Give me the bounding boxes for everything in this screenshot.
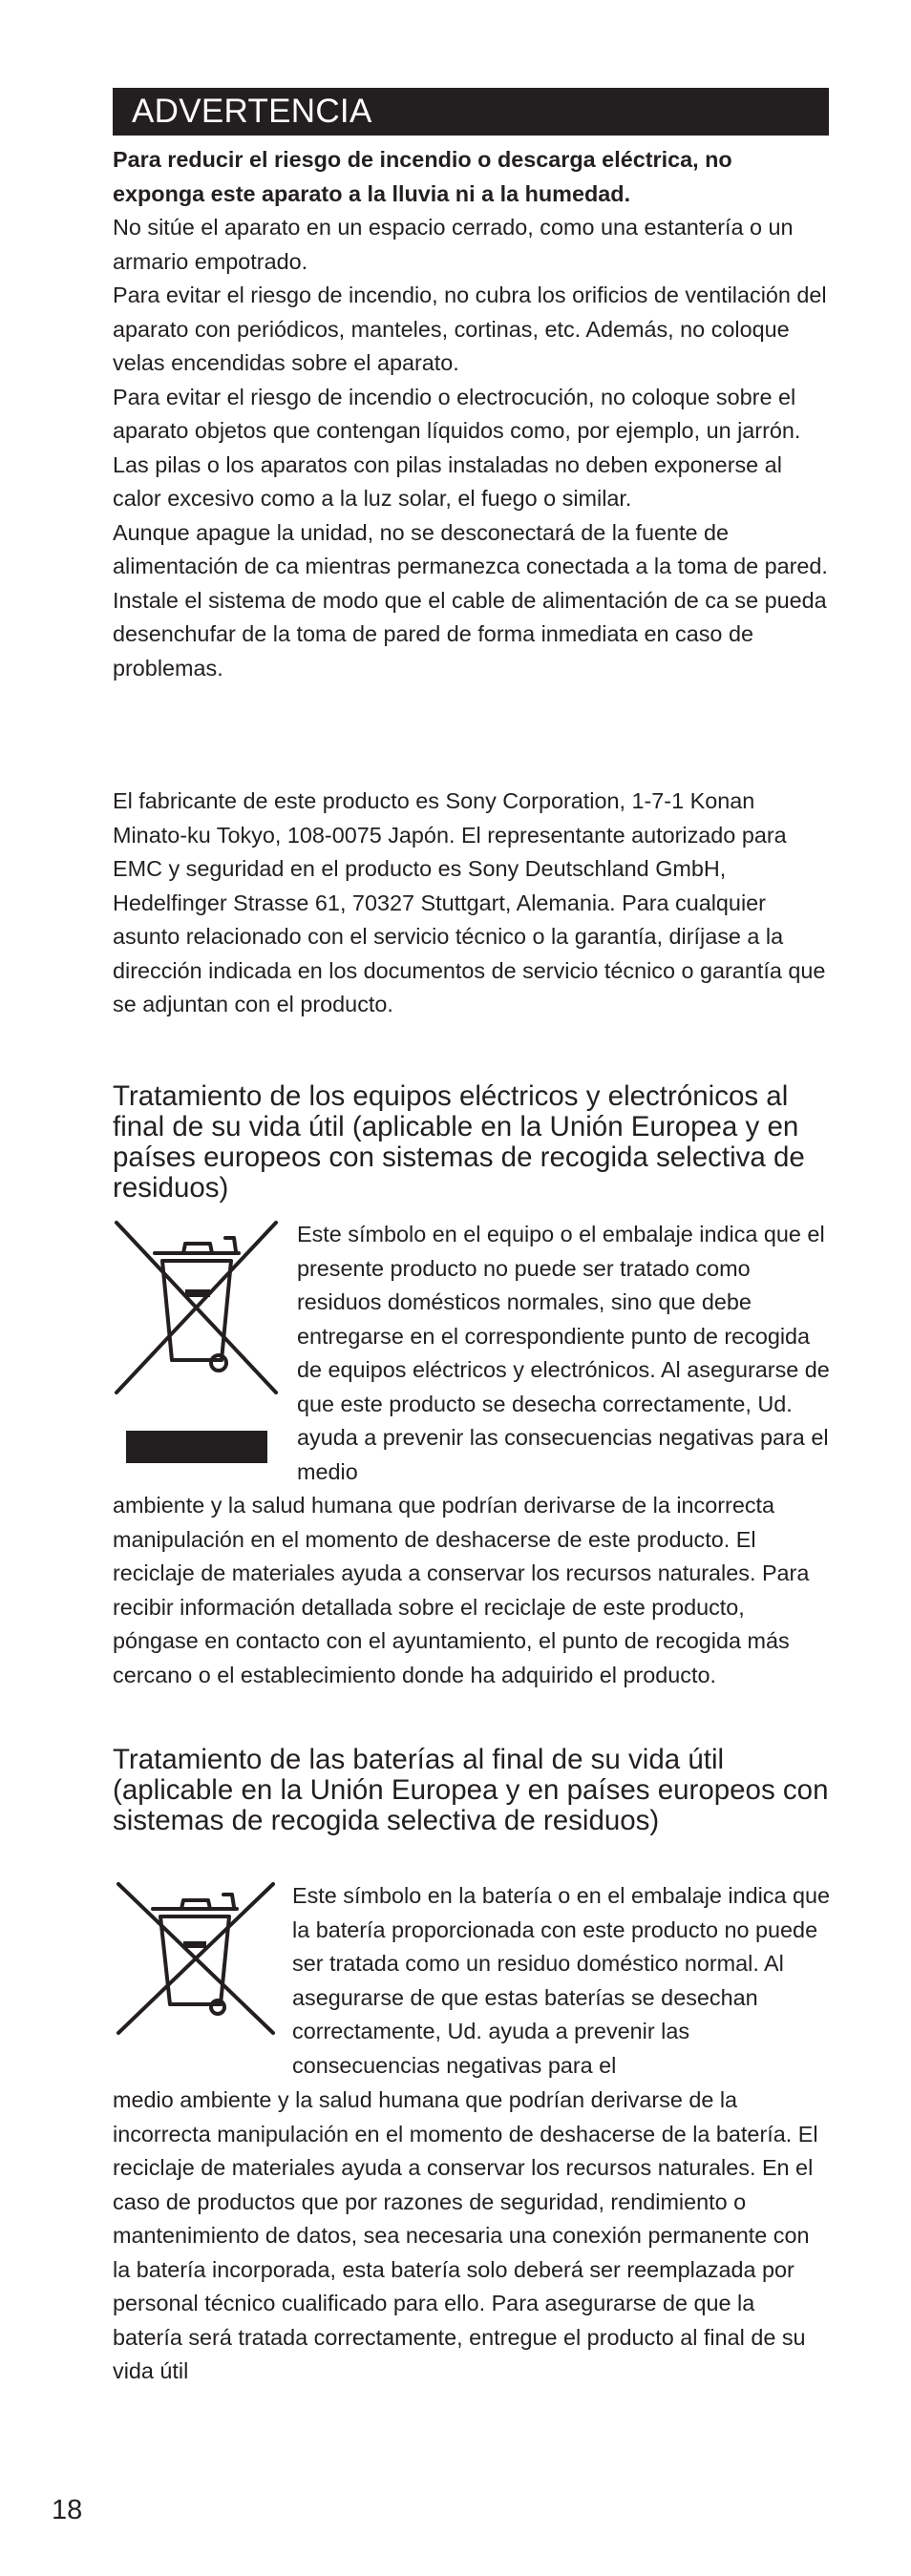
manufacturer-paragraph: El fabricante de este producto es Sony Corporation, 1-7-1 Konan Minato-ku Tokyo, 108-0075 Japón. El representante autorizado para EMC y seguridad en el producto es Sony Deutschland GmbH, Hedelfinger Strasse 61, 70327 Stuttgart, Alemania. Para cualquier asunto relacionado con el servicio técnico o la garantía, diríjase a la dirección indicada en los documentos de servicio técnico o garantía que se adjuntan con el producto.	[113, 788, 826, 1016]
warning-paragraph: Para evitar el riesgo de incendio o electrocución, no coloque sobre el aparato objetos que contengan líquidos como, por ejemplo, un jarrón.	[113, 384, 801, 443]
weee-equipment-title: Tratamiento de los equipos eléctricos y electrónicos al final de su vida útil (aplicable en la Unión Europea y en países europeos con sistemas de recogida selectiva de residuos)	[113, 1080, 805, 1204]
warning-paragraph: Para evitar el riesgo de incendio, no cubra los orificios de ventilación del aparato con periódicos, manteles, cortinas, etc. Además, no coloque velas encendidas sobre el aparato.	[113, 283, 827, 375]
warning-bold-line: Para reducir el riesgo de incendio o descarga eléctrica, no exponga este aparato a la lluvia ni a la humedad.	[113, 147, 732, 206]
crossed-out-wheeled-bin-icon	[113, 1217, 280, 1398]
warning-paragraph: No sitúe el aparato en un espacio cerrado, como una estantería o un armario empotrado.	[113, 215, 794, 274]
warning-heading-banner	[113, 88, 829, 136]
warning-section	[113, 143, 829, 685]
warning-paragraph: Las pilas o los aparatos con pilas instaladas no deben exponerse al calor excesivo como a la luz solar, el fuego o similar.	[113, 451, 782, 511]
weee-equipment-text-beside-icon	[297, 1218, 832, 1489]
manufacturer-section	[113, 785, 829, 1022]
weee-battery-paragraph-end: medio ambiente y la salud humana que podrían derivarse de la incorrecta manipulación en el momento de deshacerse de la batería. El reciclaje de materiales ayuda a conservar los recursos naturales. En el caso de productos que por razones de seguridad, rendimiento o mantenimiento de datos, sea necesaria una conexión permanente con la batería incorporada, esta batería solo deberá ser reemplazada por personal técnico cualificado para ello. Para asegurarse de que la batería será tratada correctamente, entregue el producto al final de su vida útil	[113, 2087, 818, 2383]
weee-battery-paragraph-start: Este símbolo en la batería o en el embalaje indica que la batería proporcionada con este producto no puede ser tratada como un residuo doméstico normal. Al asegurarse de que estas baterías se desechan correctamente, Ud. ayuda a prevenir las consecuencias negativas para el	[292, 1883, 831, 2078]
weee-battery-text-beside-icon	[292, 1879, 832, 2083]
warning-paragraph: Aunque apague la unidad, no se desconectará de la fuente de alimentación de ca mientras permanezca conectada a la toma de pared.	[113, 519, 828, 578]
page-number: 18	[52, 2495, 83, 2525]
warning-paragraph: Instale el sistema de modo que el cable de alimentación de ca se pueda desenchufar de la toma de pared de forma inmediata en caso de problemas.	[113, 587, 827, 681]
weee-equipment-paragraph-start: Este símbolo en el equipo o el embalaje indica que el presente producto no puede ser tratado como residuos domésticos normales, sino que debe entregarse en el correspondiente punto de recogida de equipos eléctricos y electrónicos. Al asegurarse de que este producto se desecha correctamente, Ud. ayuda a prevenir las consecuencias negativas para el medio	[297, 1222, 830, 1484]
weee-battery-text-below-icon	[113, 2084, 829, 2389]
weee-battery-title: Tratamiento de las baterías al final de su vida útil (aplicable en la Unión Europea y en países europeos con sistemas de recogida selectiva de residuos)	[113, 1744, 829, 1836]
crossed-out-wheeled-bin-icon	[115, 1880, 277, 2038]
warning-heading: ADVERTENCIA	[132, 93, 372, 130]
weee-equipment-paragraph-end: ambiente y la salud humana que podrían derivarse de la incorrecta manipulación en el momento de deshacerse de este producto. El reciclaje de materiales ayuda a conservar los recursos naturales. Para recibir información detallada sobre el reciclaje de este producto, póngase en contacto con el ayuntamiento, el punto de recogida más cercano o el establecimiento donde ha adquirido el producto.	[113, 1493, 810, 1687]
weee-equipment-text-below-icon	[113, 1489, 829, 1692]
solid-black-bar	[126, 1431, 267, 1463]
